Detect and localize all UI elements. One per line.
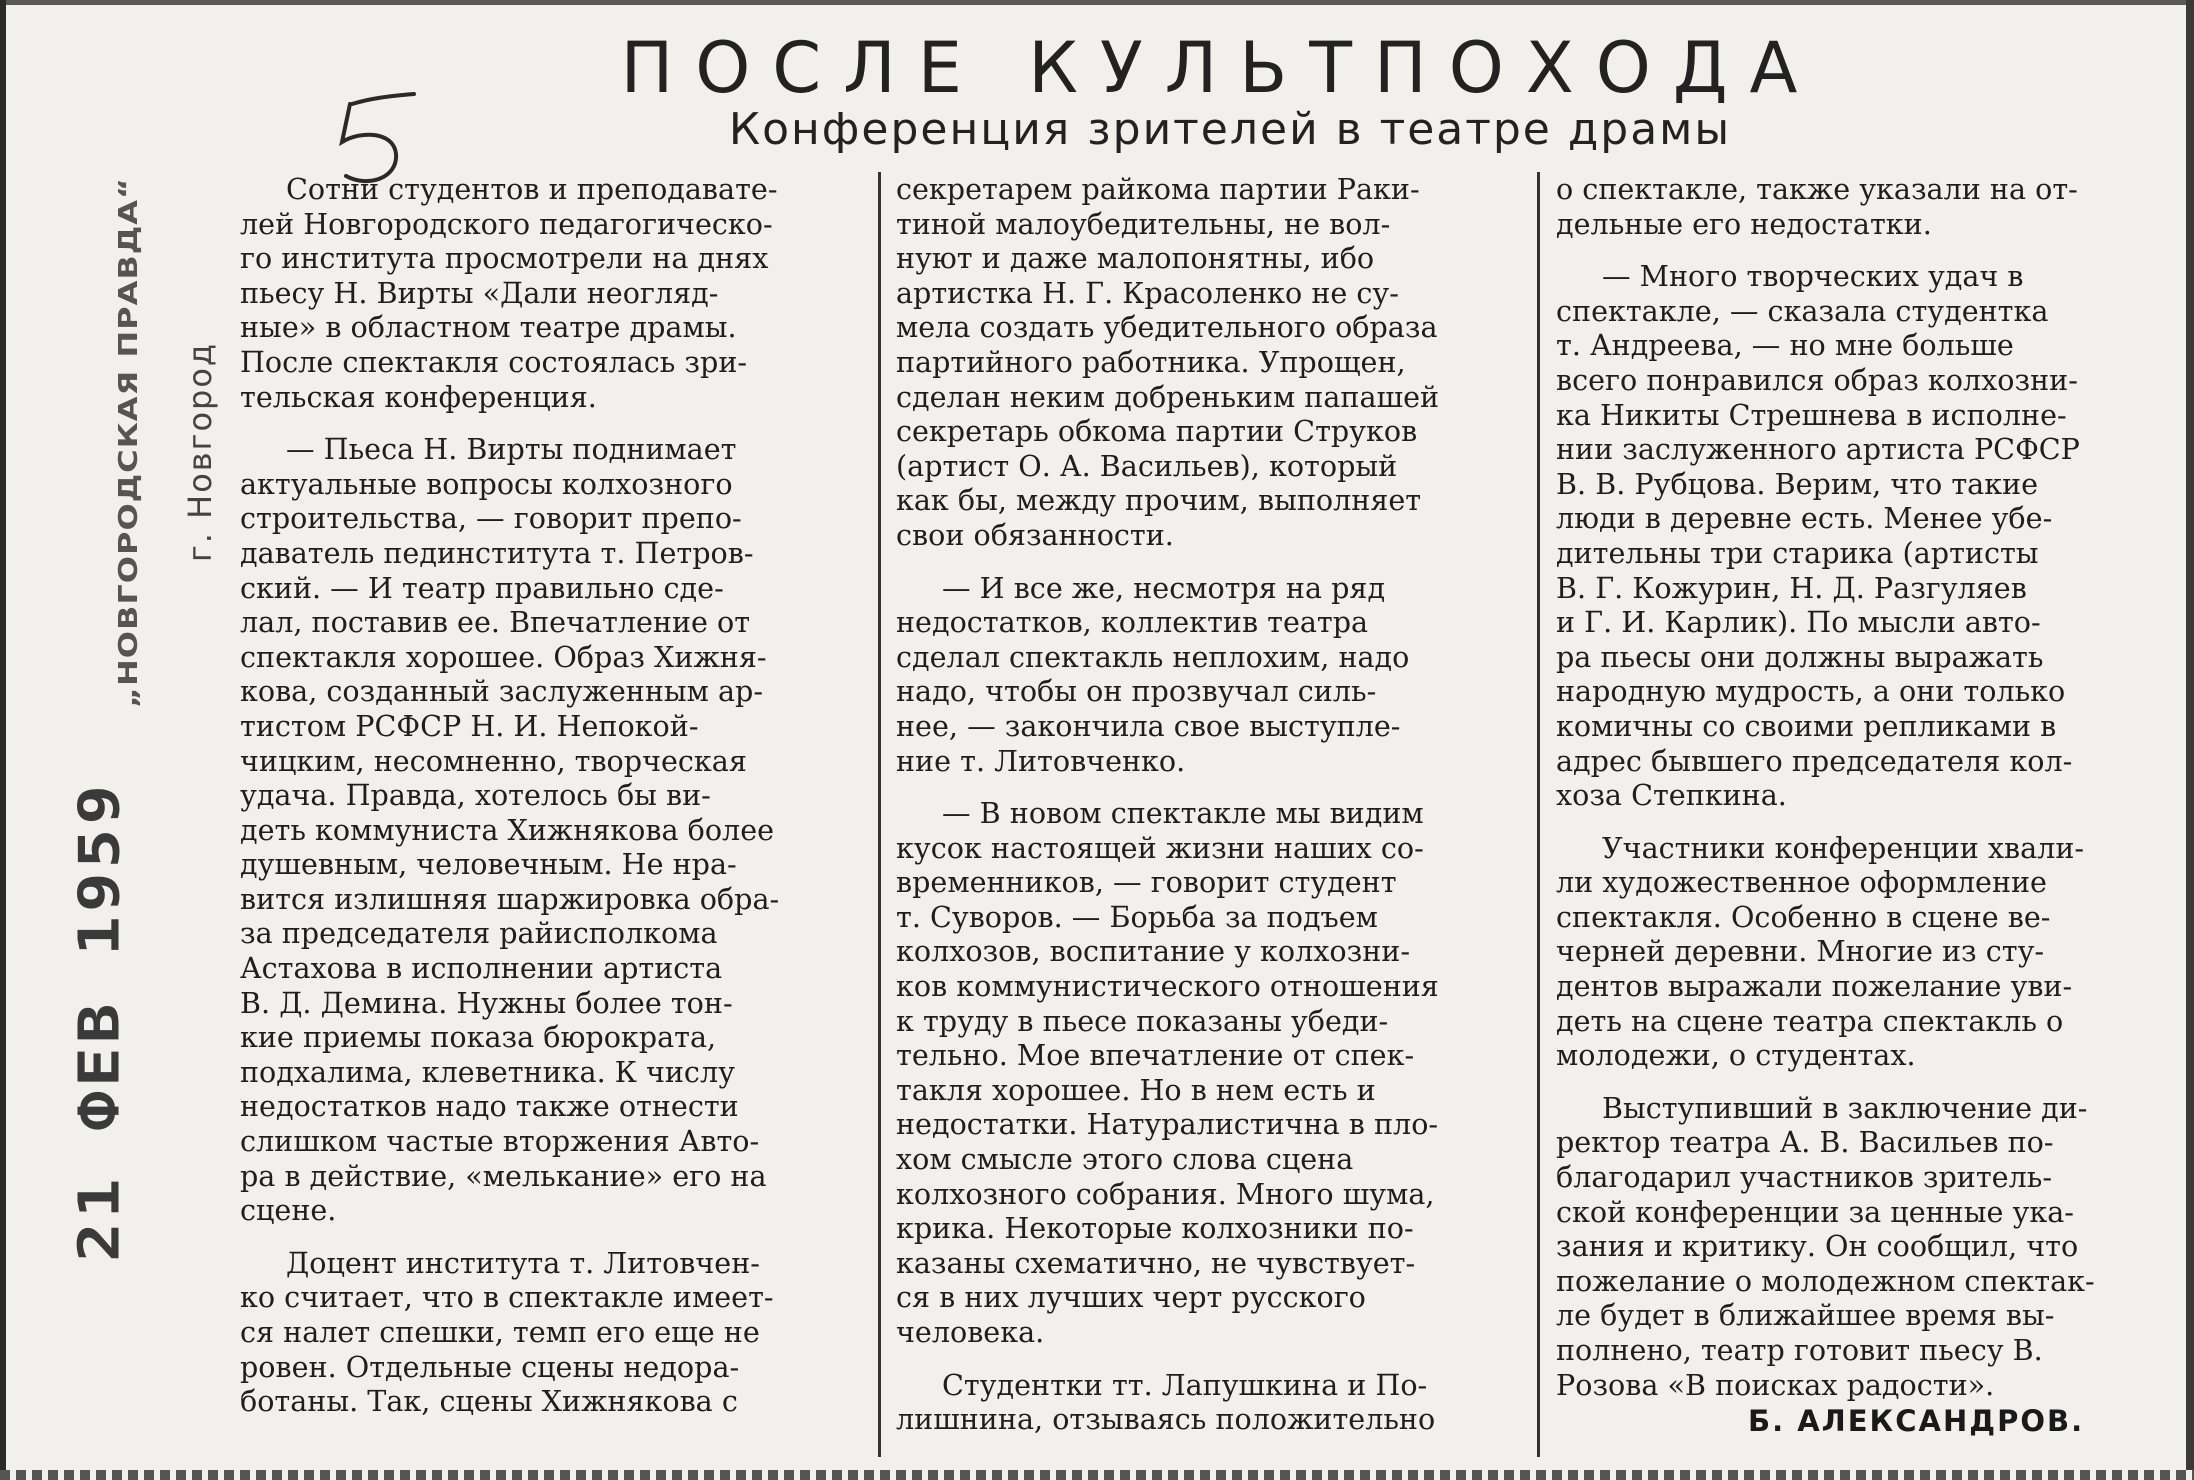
clipping-top-edge — [0, 0, 2194, 5]
paragraph: Выступивший в заключение ди- ректор театра А. В. Васильев по- благодарил участников зритель- ской конференции за ценные ука- зания и критику. Он сообщил, что пожелание о молодежном спектак- ле будет в ближайшее время вы- полнено, театр готовит пьесу В. Розова «В поисках радости». — [1556, 1090, 2095, 1402]
article-column-3 — [1556, 172, 2178, 1420]
clipping-left-edge — [0, 0, 6, 1480]
paragraph: — Много творческих удач в спектакле, — сказала студентка т. Андреева, — но мне больше всего понравился образ колхозни- ка Никиты Стрешнева в исполне- нии заслуженного артиста РСФСР В. В. Рубцова. Верим, что такие люди в деревне есть. Менее убе- дительны три старика (артисты В. Г. Кожурин, Н. Д. Разгуляев и Г. И. Карлик). По мысли авто- ра пьесы они должны выражать народную мудрость, а они только комичны со своими репликами в адрес бывшего председателя кол- хоза Степкина. — [1556, 259, 2080, 813]
clipping-right-edge — [2186, 0, 2194, 1480]
city-stamp: г. Новгород — [181, 341, 219, 562]
paragraph: секретарем райкома партии Раки- тиной малоубедительны, не вол- нуют и даже малопонятны, ибо артистка Н. Г. Красоленко не су- мела создать убедительного образа партийного работника. Упрощен, сделан неким добреньким папашей секретарь обкома партии Струков (артист О. А. Васильев), который как бы, между прочим, выполняет свои обязанности. — [896, 172, 1440, 552]
clipping-bottom-edge — [0, 1470, 2194, 1480]
paragraph: Участники конференции хвали- ли художественное оформление спектакля. Особенно в сцене ве- черней деревни. Многие из сту- дентов выражали пожелание уви- деть на сцене театра спектакль о молодежи, о студентах. — [1556, 830, 2085, 1073]
column-divider — [1537, 172, 1540, 1457]
date-stamp: 21 ФЕВ 1959 — [66, 780, 133, 1262]
column-divider — [878, 172, 881, 1457]
paragraph: Студентки тт. Лапушкина и По- лишнина, отзываясь положительно — [896, 1367, 1436, 1437]
paragraph: — В новом спектакле мы видим кусок настоящей жизни наших со- временников, — говорит студент т. Суворов. — Борьба за подъем колхозов, воспитание у колхозни- ков коммунистического отношения к труду в пьесе показаны убеди- тельно. Мое впечатление от спек- такля хорошее. Но в нем есть и недостатки. Натуралистична в пло- хом смысле этого слова сцена колхозного собрания. Много шума, крика. Некоторые колхозники по- казаны схематично, не чувствует- ся в них лучших черт русского человека. — [896, 796, 1439, 1349]
article-column-2 — [896, 172, 1524, 1455]
article-column-1 — [240, 172, 864, 1437]
paragraph: — И все же, несмотря на ряд недостатков, коллектив театра сделал спектакль неплохим, надо надо, чтобы он прозвучал силь- нее, — закончила свое выступле- ние т. Литовченко. — [896, 570, 1410, 778]
newspaper-source-stamp: „НОВГОРОДСКАЯ ПРАВДА“ — [112, 176, 144, 708]
article-headline: ПОСЛЕ КУЛЬТПОХОДА — [620, 27, 1820, 109]
article-subheadline: Конференция зрителей в театре драмы — [728, 104, 1732, 155]
author-signature: Б. АЛЕКСАНДРОВ. — [1748, 1404, 2085, 1438]
paragraph: — Пьеса Н. Вирты поднимает актуальные вопросы колхозного строительства, — говорит препо- даватель пединститута т. Петров- ский. — И театр правильно сде- лал, поставив ее. Впечатление от спектакля хорошее. Образ Хижня- кова, созданный заслуженным ар- тистом РСФСР Н. И. Непокой- чицким, несомненно, творческая удача. Правда, хотелось бы ви- деть коммуниста Хижнякова более душевным, человечным. Не нра- вится излишняя шаржировка обра- за председателя райисполкома Астахова в исполнении артиста В. Д. Демина. Нужны более тон- кие приемы показа бюрократа, подхалима, клеветника. К числу недостатков надо также отнести слишком частые вторжения Авто- ра в действие, «мелькание» его на сцене. — [240, 432, 780, 1228]
paragraph: Доцент института т. Литовчен- ко считает, что в спектакле имеет- ся налет спешки, темп его еще не ровен. Отдельные сцены недора- ботаны. Так, сцены Хижнякова с — [240, 1245, 774, 1419]
paragraph: Сотни студентов и преподавате- лей Новгородского педагогическо- го института просмотрели на днях пьесу Н. Вирты «Дали неогляд- ные» в областном театре драмы. После спектакля состоялась зри- тельская конференция. — [240, 172, 778, 414]
paragraph: о спектакле, также указали на от- дельные его недостатки. — [1556, 172, 2078, 241]
